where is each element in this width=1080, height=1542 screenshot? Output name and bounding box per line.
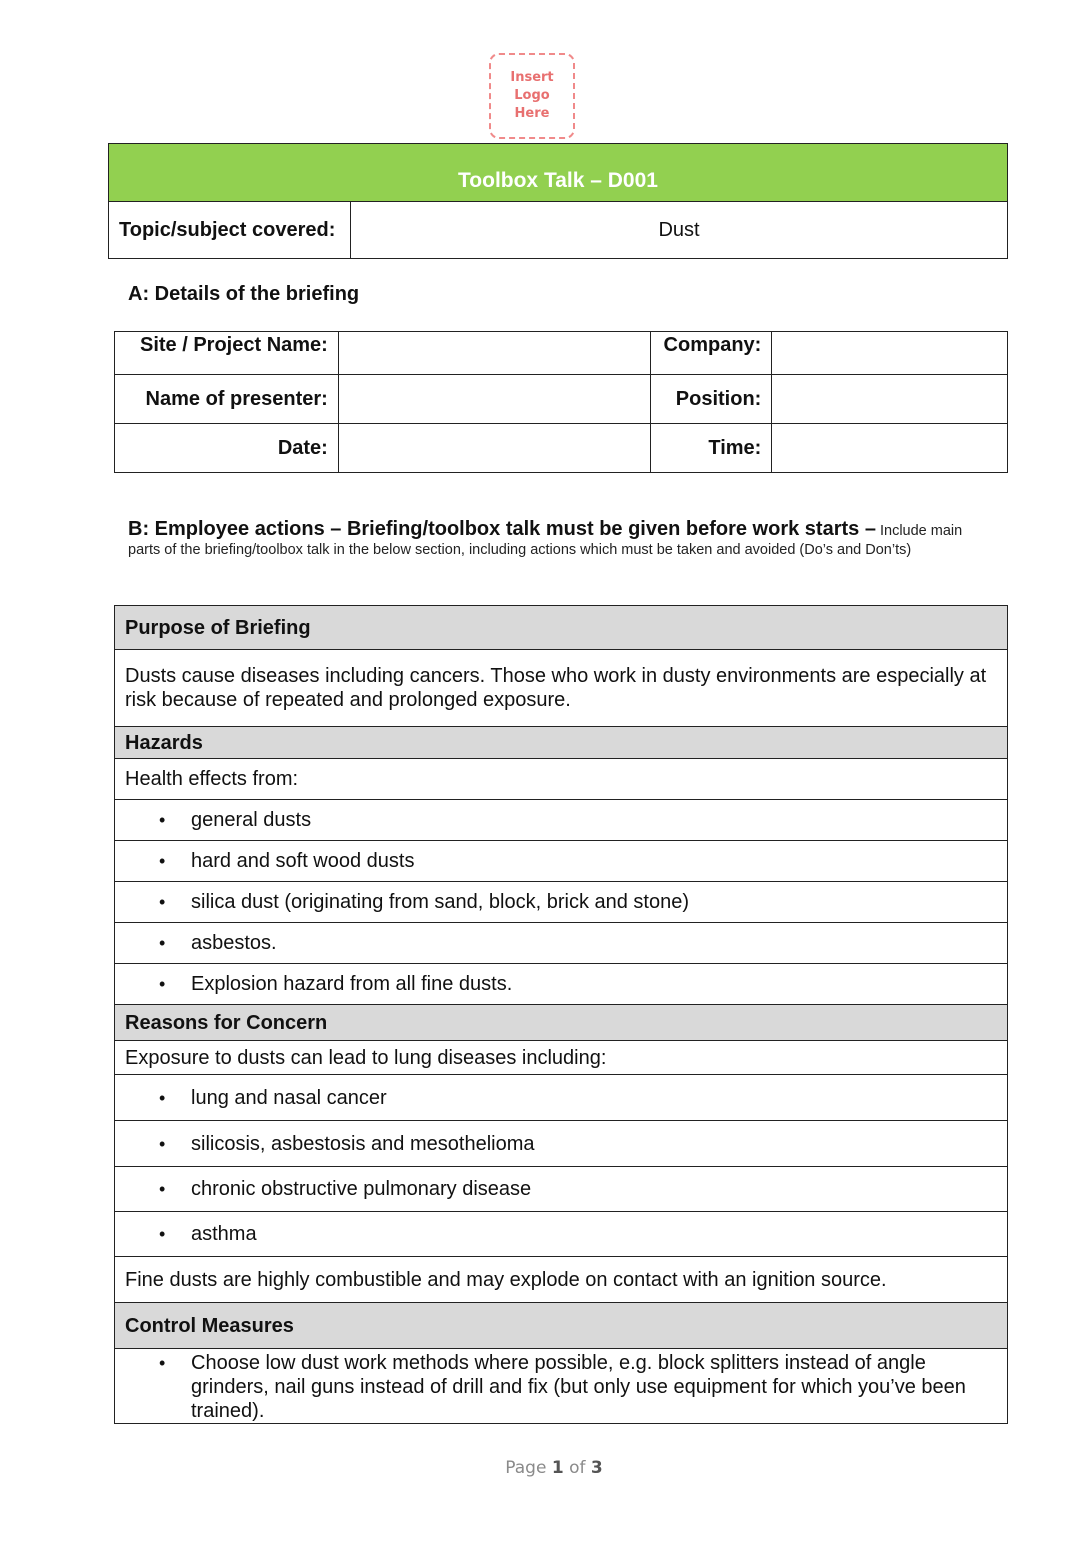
presenter-field[interactable] — [338, 375, 651, 424]
section-b — [128, 520, 968, 560]
purpose-text: Dusts cause diseases including cancers. Those who work in dusty environments are especially at risk because of repeated and prolonged exposure. — [115, 650, 1008, 727]
date-field[interactable] — [338, 424, 651, 473]
list-item: • general dusts — [115, 800, 1008, 841]
briefing-content-table — [114, 605, 1008, 1424]
list-item: • asbestos. — [115, 923, 1008, 964]
company-field[interactable] — [772, 332, 1008, 375]
time-label: Time: — [651, 424, 772, 473]
presenter-label: Name of presenter: — [115, 375, 339, 424]
page-current: 1 — [551, 1458, 564, 1478]
site-field[interactable] — [338, 332, 651, 375]
list-item: • silicosis, asbestosis and mesothelioma — [115, 1121, 1008, 1167]
logo-placeholder — [489, 53, 575, 139]
list-item: • Explosion hazard from all fine dusts. — [115, 964, 1008, 1005]
topic-row — [109, 202, 1007, 258]
date-label: Date: — [115, 424, 339, 473]
topic-label: Topic/subject covered: — [109, 202, 351, 258]
list-item: • asthma — [115, 1212, 1008, 1257]
control-heading: Control Measures — [115, 1303, 1008, 1349]
logo-line-2: Logo — [514, 88, 550, 103]
list-item: • silica dust (originating from sand, block, brick and stone) — [115, 882, 1008, 923]
page-total: 3 — [590, 1458, 603, 1478]
position-label: Position: — [651, 375, 772, 424]
time-field[interactable] — [772, 424, 1008, 473]
position-field[interactable] — [772, 375, 1008, 424]
concern-intro: Exposure to dusts can lead to lung diseases including: — [115, 1041, 1008, 1075]
concern-note: Fine dusts are highly combustible and may explode on contact with an ignition source. — [115, 1257, 1008, 1303]
list-item: • chronic obstructive pulmonary disease — [115, 1167, 1008, 1212]
section-b-intro: Include main parts of the briefing/toolbox talk in the below section, including actions which must be taken and avoided (Do’s and Don’ts) — [128, 523, 963, 558]
list-item: • Choose low dust work methods where possible, e.g. block splitters instead of angle grinders, nail guns instead of drill and fix (but only use equipment for which you’ve been trained). — [115, 1349, 1008, 1424]
list-item: • lung and nasal cancer — [115, 1075, 1008, 1121]
site-label: Site / Project Name: — [115, 332, 339, 375]
page-sep: of — [563, 1458, 591, 1478]
list-item: • hard and soft wood dusts — [115, 841, 1008, 882]
company-label: Company: — [651, 332, 772, 375]
concern-heading: Reasons for Concern — [115, 1005, 1008, 1041]
briefing-details-table — [114, 331, 1008, 473]
document-title: Toolbox Talk – D001 — [109, 144, 1007, 202]
logo-line-1: Insert — [510, 70, 554, 85]
section-a-heading: A: Details of the briefing — [128, 283, 360, 305]
hazards-heading: Hazards — [115, 727, 1008, 759]
page-prefix: Page — [505, 1458, 552, 1478]
section-b-heading: B: Employee actions – Briefing/toolbox talk must be given before work starts – — [128, 518, 876, 540]
hazards-intro: Health effects from: — [115, 759, 1008, 800]
logo-line-3: Here — [514, 106, 550, 121]
purpose-heading: Purpose of Briefing — [115, 606, 1008, 650]
topic-value[interactable]: Dust — [658, 218, 700, 241]
page-number — [0, 1458, 1080, 1478]
header-table — [108, 143, 1008, 259]
